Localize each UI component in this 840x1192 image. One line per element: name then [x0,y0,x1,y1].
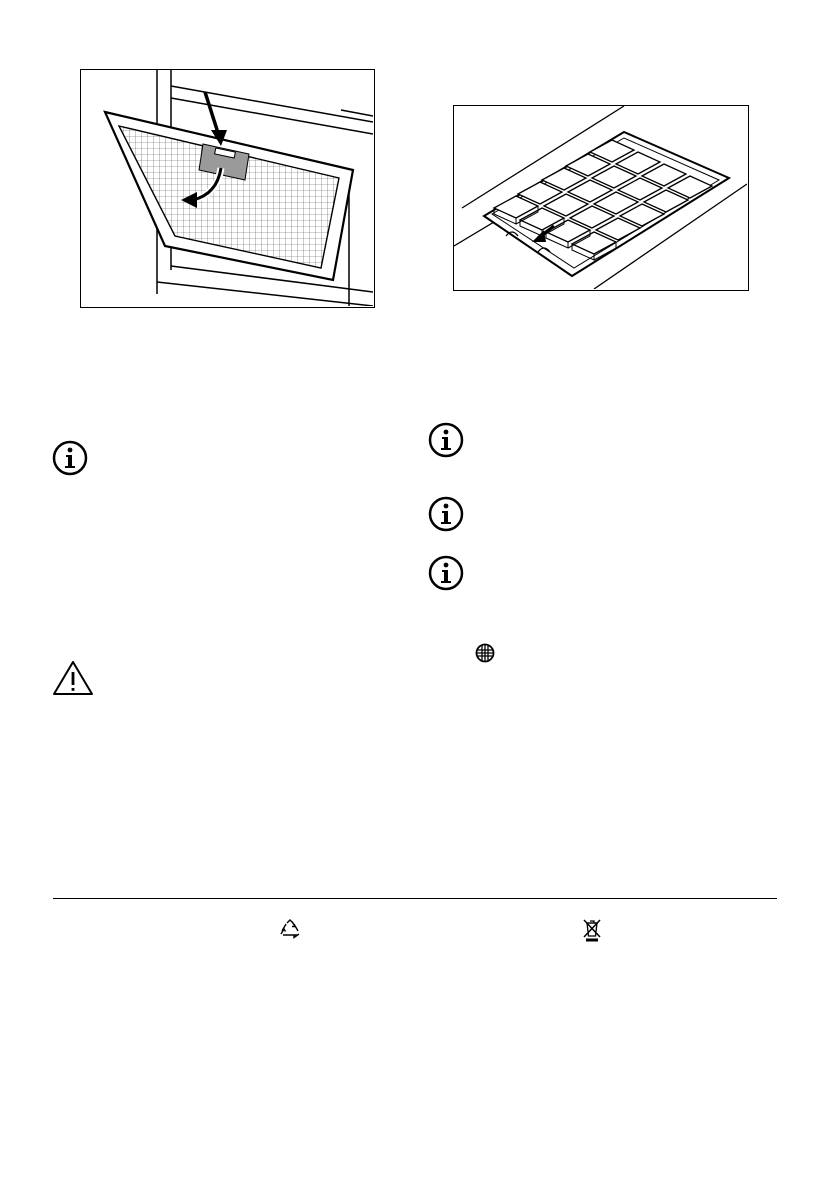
recycle-icon [278,918,302,947]
grid-filter-icon [475,643,495,668]
carbon-filter-illustration [454,106,747,289]
info-icon [52,440,88,481]
info-icon [428,555,464,596]
carbon-filter-figure [453,105,749,291]
info-icon [428,496,464,537]
crossed-out-bin-icon [583,918,601,947]
warning-icon [52,660,94,701]
grease-filter-figure [80,69,375,308]
section-divider [53,898,777,899]
grease-filter-removal-illustration [81,70,373,306]
info-icon [428,422,464,463]
